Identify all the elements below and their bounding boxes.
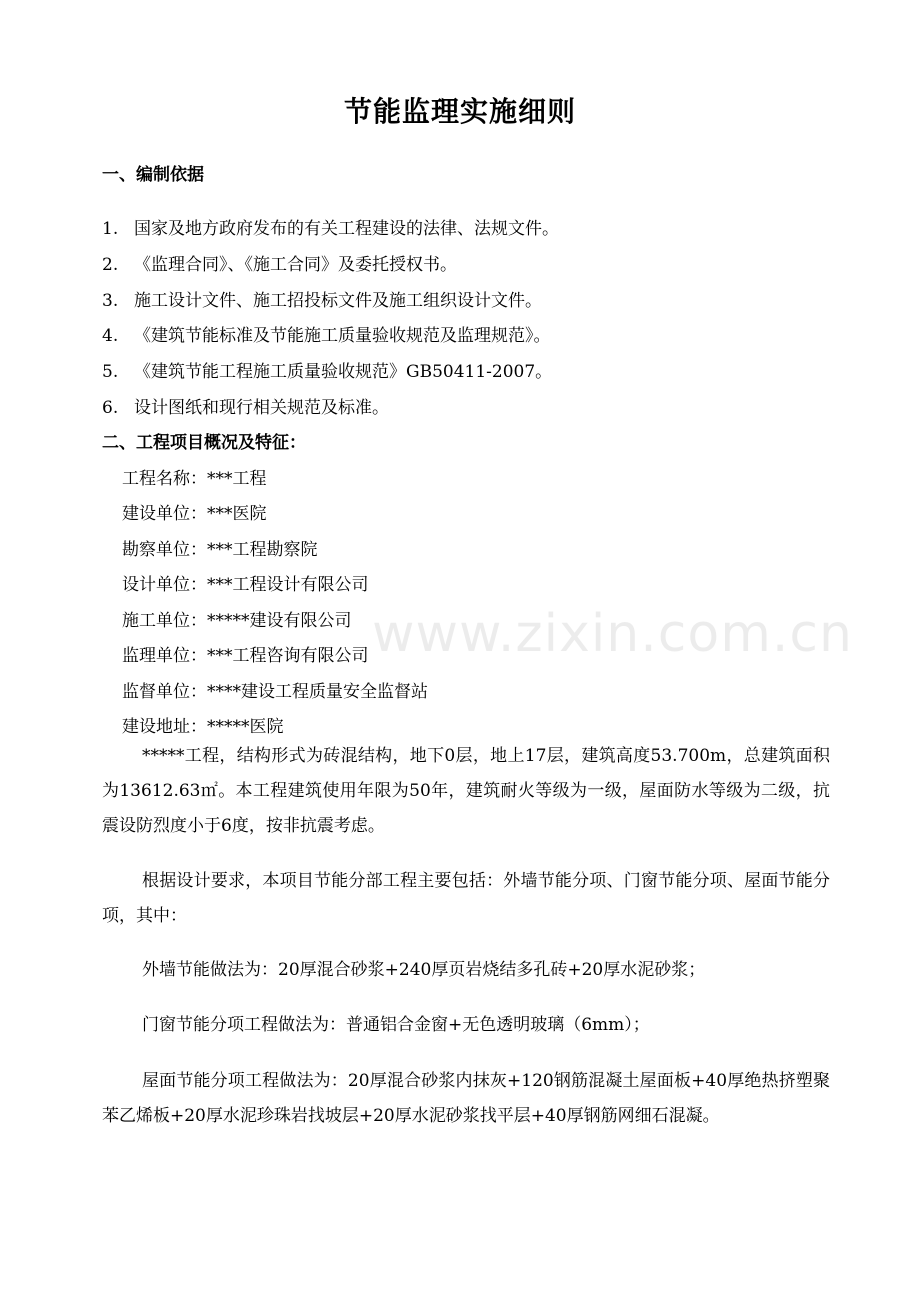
list-item — [102, 357, 552, 382]
roof-method-paragraph: 屋面节能分项工程做法为：20厚混合砂浆内抹灰+120钢筋混凝土屋面板+40厚绝热挤塑聚苯乙烯板+20厚水泥珍珠岩找坡层+20厚水泥砂浆找平层+40厚钢筋网细石混凝。 — [102, 1071, 830, 1126]
survey-unit-line: 勘察单位：***工程勘察院 — [122, 540, 318, 560]
list-item-number: 2. — [102, 255, 119, 275]
supervision-unit-line: 监理单位：***工程咨询有限公司 — [122, 646, 369, 666]
watermark: www.zixin.com.cn — [372, 604, 853, 664]
list-item — [102, 214, 559, 239]
window-method-paragraph: 门窗节能分项工程做法为：普通铝合金窗+无色透明玻璃（6mm）； — [142, 1015, 650, 1035]
list-item-text: 国家及地方政府发布的有关工程建设的法律、法规文件。 — [134, 219, 559, 239]
energy-scope-paragraph: 根据设计要求，本项目节能分部工程主要包括：外墙节能分项、门窗节能分项、屋面节能分项，其中： — [102, 871, 830, 926]
construction-unit-line: 施工单位：*****建设有限公司 — [122, 611, 352, 631]
design-unit-line: 设计单位：***工程设计有限公司 — [122, 575, 369, 595]
oversight-unit-line: 监督单位：****建设工程质量安全监督站 — [122, 682, 428, 702]
list-item-text: 《监理合同》、《施工合同》及委托授权书。 — [134, 255, 457, 275]
section-heading-basis: 一、编制依据 — [102, 165, 204, 185]
list-item — [102, 393, 389, 418]
project-description-paragraph: *****工程，结构形式为砖混结构，地下0层，地上17层，建筑高度53.700m，总建筑面积为13612.63㎡。本工程建筑使用年限为50年，建筑耐火等级为一级，屋面防水等级为二级，抗震设防烈度小于6度，按非抗震考虑。 — [102, 746, 830, 836]
section-heading-overview: 二、工程项目概况及特征： — [102, 433, 306, 453]
list-item-number: 1. — [102, 219, 119, 239]
list-item — [102, 250, 457, 275]
list-item-text: 设计图纸和现行相关规范及标准。 — [134, 398, 389, 418]
owner-unit-line: 建设单位：***医院 — [122, 504, 267, 524]
list-item-number: 3. — [102, 291, 119, 311]
list-item-number: 6. — [102, 398, 119, 418]
list-item-number: 4. — [102, 326, 119, 346]
document-title: 节能监理实施细则 — [343, 95, 576, 128]
list-item-number: 5. — [102, 362, 119, 382]
list-item-text: 《建筑节能工程施工质量验收规范》GB50411-2007。 — [134, 362, 553, 382]
list-item — [102, 286, 542, 311]
list-item — [102, 321, 551, 346]
wall-method-paragraph: 外墙节能做法为：20厚混合砂浆+240厚页岩烧结多孔砖+20厚水泥砂浆； — [142, 960, 706, 980]
project-address-line: 建设地址：*****医院 — [122, 717, 284, 737]
list-item-text: 施工设计文件、施工招投标文件及施工组织设计文件。 — [134, 291, 542, 311]
list-item-text: 《建筑节能标准及节能施工质量验收规范及监理规范》。 — [134, 326, 551, 346]
project-name-line: 工程名称：***工程 — [122, 469, 267, 489]
